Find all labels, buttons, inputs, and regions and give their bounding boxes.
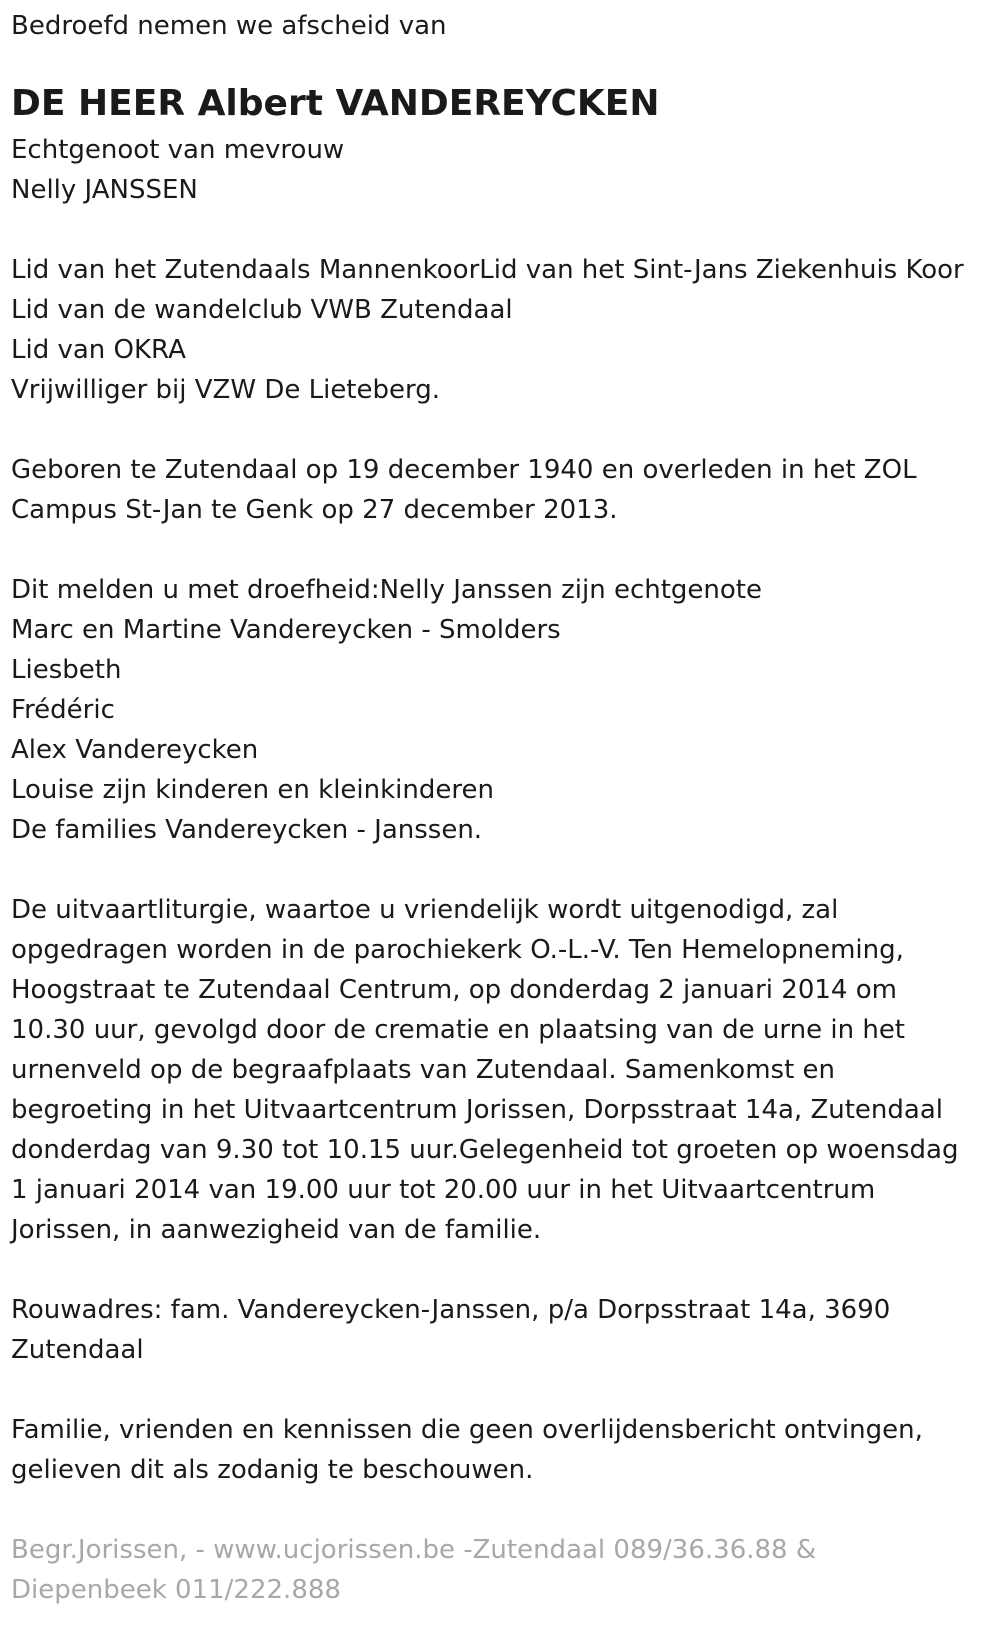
address-section bbox=[11, 1290, 991, 1370]
spacer bbox=[11, 1370, 991, 1410]
family-line: Alex Vandereycken bbox=[11, 735, 259, 765]
funeral-line: urnenveld op de begraafplaats van Zutendaal. Samenkomst en bbox=[11, 1055, 836, 1085]
funeral-line: Jorissen, in aanwezigheid van de familie. bbox=[11, 1215, 542, 1245]
spacer bbox=[11, 530, 991, 570]
footer-line: Begr.Jorissen, - www.ucjorissen.be -Zutendaal 089/36.36.88 & bbox=[11, 1535, 817, 1565]
memberships-section bbox=[11, 250, 991, 410]
spouse-section bbox=[11, 130, 991, 210]
birth-death-section bbox=[11, 450, 991, 530]
membership-line: Vrijwilliger bij VZW De Lieteberg. bbox=[11, 375, 440, 405]
membership-line: Lid van OKRA bbox=[11, 335, 186, 365]
family-line: De families Vandereycken - Janssen. bbox=[11, 815, 483, 845]
funeral-line: donderdag van 9.30 tot 10.15 uur.Gelegenheid tot groeten op woensdag bbox=[11, 1135, 959, 1165]
family-line: Dit melden u met droefheid:Nelly Janssen zijn echtgenote bbox=[11, 575, 762, 605]
family-line: Frédéric bbox=[11, 695, 115, 725]
funeral-line: De uitvaartliturgie, waartoe u vriendelijk wordt uitgenodigd, zal bbox=[11, 895, 839, 925]
membership-line: Lid van de wandelclub VWB Zutendaal bbox=[11, 295, 513, 325]
spouse-name: Nelly JANSSEN bbox=[11, 175, 198, 205]
address-line: Zutendaal bbox=[11, 1335, 144, 1365]
membership-line: Lid van het Zutendaals MannenkoorLid van het Sint-Jans Ziekenhuis Koor bbox=[11, 255, 964, 285]
obituary-document bbox=[11, 6, 991, 1610]
funeral-line: 10.30 uur, gevolgd door de crematie en plaatsing van de urne in het bbox=[11, 1015, 906, 1045]
address-line: Rouwadres: fam. Vandereycken-Janssen, p/a Dorpsstraat 14a, 3690 bbox=[11, 1295, 891, 1325]
deceased-name-heading: DE HEER Albert VANDEREYCKEN bbox=[11, 83, 660, 124]
funeral-line: 1 januari 2014 van 19.00 uur tot 20.00 uur in het Uitvaartcentrum bbox=[11, 1175, 876, 1205]
notice-section bbox=[11, 1410, 991, 1490]
footer-line: Diepenbeek 011/222.888 bbox=[11, 1575, 341, 1605]
birth-death-line: Geboren te Zutendaal op 19 december 1940 en overleden in het ZOL bbox=[11, 455, 917, 485]
birth-death-line: Campus St-Jan te Genk op 27 december 2013. bbox=[11, 495, 618, 525]
spacer bbox=[11, 850, 991, 890]
spacer bbox=[11, 410, 991, 450]
spacer bbox=[11, 1250, 991, 1290]
funeral-line: Hoogstraat te Zutendaal Centrum, op donderdag 2 januari 2014 om bbox=[11, 975, 897, 1005]
funeral-section bbox=[11, 890, 991, 1250]
intro-text: Bedroefd nemen we afscheid van bbox=[11, 11, 447, 41]
notice-line: gelieven dit als zodanig te beschouwen. bbox=[11, 1455, 534, 1485]
notice-line: Familie, vrienden en kennissen die geen overlijdensbericht ontvingen, bbox=[11, 1415, 923, 1445]
family-line: Marc en Martine Vandereycken - Smolders bbox=[11, 615, 561, 645]
family-section bbox=[11, 570, 991, 850]
funeral-line: opgedragen worden in de parochiekerk O.-L.-V. Ten Hemelopneming, bbox=[11, 935, 904, 965]
spouse-line: Echtgenoot van mevrouw bbox=[11, 135, 345, 165]
family-line: Liesbeth bbox=[11, 655, 122, 685]
spacer bbox=[11, 210, 991, 250]
spacer bbox=[11, 1490, 991, 1530]
family-line: Louise zijn kinderen en kleinkinderen bbox=[11, 775, 494, 805]
funeral-home-footer bbox=[11, 1530, 991, 1610]
funeral-line: begroeting in het Uitvaartcentrum Jorissen, Dorpsstraat 14a, Zutendaal bbox=[11, 1095, 944, 1125]
